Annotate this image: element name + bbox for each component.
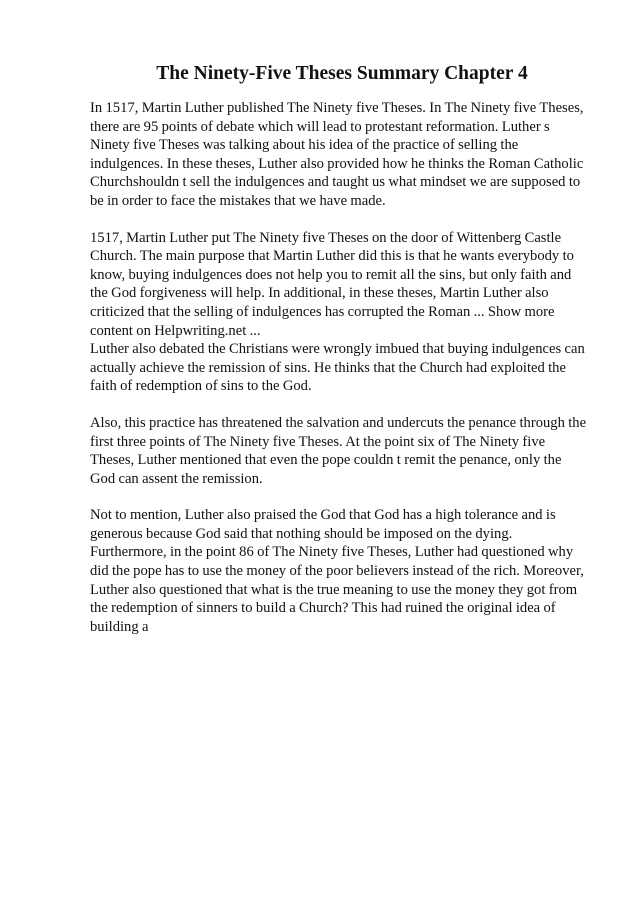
text-line: Luther also questioned that what is the true meaning to use the money they got from: [90, 581, 578, 598]
text-line: Not to mention, Luther also praised the God that God has a high tolerance and is: [90, 507, 556, 524]
text-line: Theses, Luther mentioned that even the pope couldn t remit the penance, only the: [90, 452, 562, 469]
text-line: Ninety five Theses was talking about his idea of the practice of selling the: [90, 137, 519, 154]
text-line: building a: [90, 618, 149, 635]
text-line: generous because God said that nothing should be imposed on the dying.: [90, 525, 513, 542]
paragraph-2: [90, 229, 590, 341]
text-line: Also, this practice has threatened the salvation and undercuts the penance through the: [90, 414, 587, 431]
text-line: the God forgiveness will help. In additional, in these theses, Martin Luther also: [90, 285, 549, 302]
text-line: be in order to face the mistakes that we have made.: [90, 192, 386, 209]
text-line: first three points of The Ninety five Theses. At the point six of The Ninety five: [90, 433, 546, 450]
text-line: content on Helpwriting.net ...: [90, 322, 261, 339]
paragraph-spacer: [90, 488, 590, 506]
text-line: Church. The main purpose that Martin Luther did this is that he wants everybody to: [90, 248, 574, 265]
text-line: faith of redemption of sins to the God.: [90, 378, 312, 395]
text-line: there are 95 points of debate which will lead to protestant reformation. Luther s: [90, 118, 550, 135]
text-line: know, buying indulgences does not help you to remit all the sins, but only faith and: [90, 266, 572, 283]
paragraph-spacer: [90, 396, 590, 414]
text-line: In 1517, Martin Luther published The Ninety five Theses. In The Ninety five Theses,: [90, 100, 584, 116]
text-line: Churchshouldn t sell the indulgences and taught us what mindset we are supposed to: [90, 174, 581, 191]
text-line: Luther also debated the Christians were wrongly imbued that buying indulgences can: [90, 341, 585, 358]
text-line: the redemption of sinners to build a Church? This had ruined the original idea of: [90, 600, 556, 617]
text-line: actually achieve the remission of sins. He thinks that the Church had exploited the: [90, 359, 566, 376]
text-line: God can assent the remission.: [90, 470, 263, 487]
text-line: did the pope has to use the money of the poor believers instead of the rich. Moreover,: [90, 563, 584, 580]
page-title: The Ninety-Five Theses Summary Chapter 4: [156, 63, 528, 84]
paragraph-spacer: [90, 211, 590, 229]
paragraph-5: [90, 506, 590, 636]
text-line: Furthermore, in the point 86 of The Ninety five Theses, Luther had questioned why: [90, 544, 574, 561]
paragraph-1: [90, 99, 590, 211]
text-line: criticized that the selling of indulgences has corrupted the Roman ... Show more: [90, 303, 555, 320]
text-line: indulgences. In these theses, Luther also provided how he thinks the Roman Catholic: [90, 155, 584, 172]
paragraph-4: [90, 414, 590, 488]
text-line: 1517, Martin Luther put The Ninety five Theses on the door of Wittenberg Castle: [90, 229, 562, 246]
paragraph-3: [90, 340, 590, 396]
